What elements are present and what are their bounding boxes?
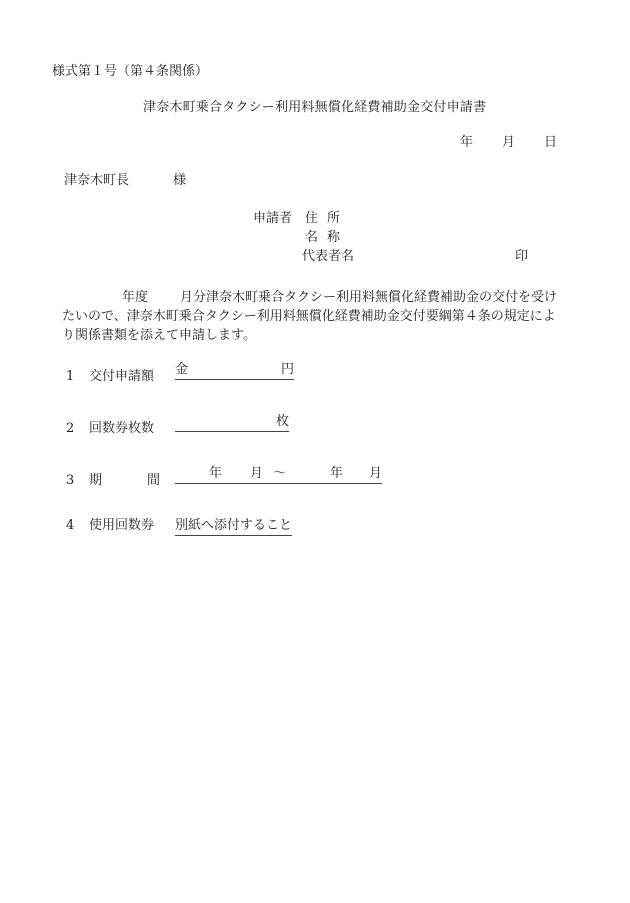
applicant-representative-label: 代表者名 [302, 249, 355, 264]
amount-suffix: 円 [280, 362, 294, 377]
applicant-label: 申請者 [253, 211, 293, 226]
amount-field[interactable] [175, 362, 294, 380]
item-ticket-count [66, 414, 289, 437]
addressee-title: 津奈木町長 [64, 173, 130, 188]
seal-mark: 印 [515, 249, 529, 264]
application-statement [62, 288, 562, 345]
statement-line-1 [62, 288, 562, 307]
applicant-name-label: 名称 [305, 230, 350, 245]
start-year-label: 年 [209, 466, 223, 481]
date-field [460, 135, 557, 151]
item-application-amount [66, 362, 294, 385]
period-separator: ～ [273, 466, 287, 481]
date-year-label: 年 [460, 135, 474, 150]
ticket-count-suffix: 枚 [275, 414, 289, 429]
addressee-honorific: 様 [173, 173, 187, 188]
statement-line-1-text: 月分津奈木町乗合タクシー利用料無償化経費補助金の交付を受け [180, 290, 558, 305]
item-label [89, 473, 175, 489]
item-number: 2 [66, 421, 75, 436]
date-month-label: 月 [502, 135, 516, 150]
amount-prefix: 金 [175, 362, 189, 377]
end-month-label: 月 [369, 466, 383, 481]
period-label-first: 期 [89, 473, 103, 488]
end-year-label: 年 [330, 466, 344, 481]
item-number: 3 [66, 473, 75, 488]
item-period [66, 466, 382, 489]
statement-line-3: り関係書類を添えて申請します。 [62, 328, 256, 343]
period-label-second: 間 [147, 473, 161, 488]
period-field[interactable] [175, 466, 382, 484]
addressee [64, 173, 186, 189]
document-title: 津奈木町乗合タクシー利用料無償化経費補助金交付申請書 [143, 100, 487, 115]
used-tickets-note: 別紙へ添付すること [175, 518, 292, 536]
item-label: 使用回数券 [89, 518, 155, 533]
item-label: 回数券枚数 [89, 421, 155, 436]
item-used-tickets [66, 518, 292, 536]
item-number: 1 [66, 369, 75, 384]
item-label: 交付申請額 [89, 369, 155, 384]
item-number: 4 [66, 518, 75, 533]
applicant-address-label: 住所 [305, 211, 350, 226]
ticket-count-field[interactable] [175, 414, 289, 432]
start-month-label: 月 [250, 466, 264, 481]
date-day-label: 日 [544, 135, 558, 150]
statement-line-2: たいので、津奈木町乗合タクシー利用料無償化経費補助金交付要綱第４条の規定によ [62, 309, 556, 324]
form-number: 様式第１号（第４条関係） [52, 64, 209, 79]
fiscal-year-label: 年度 [122, 290, 149, 305]
